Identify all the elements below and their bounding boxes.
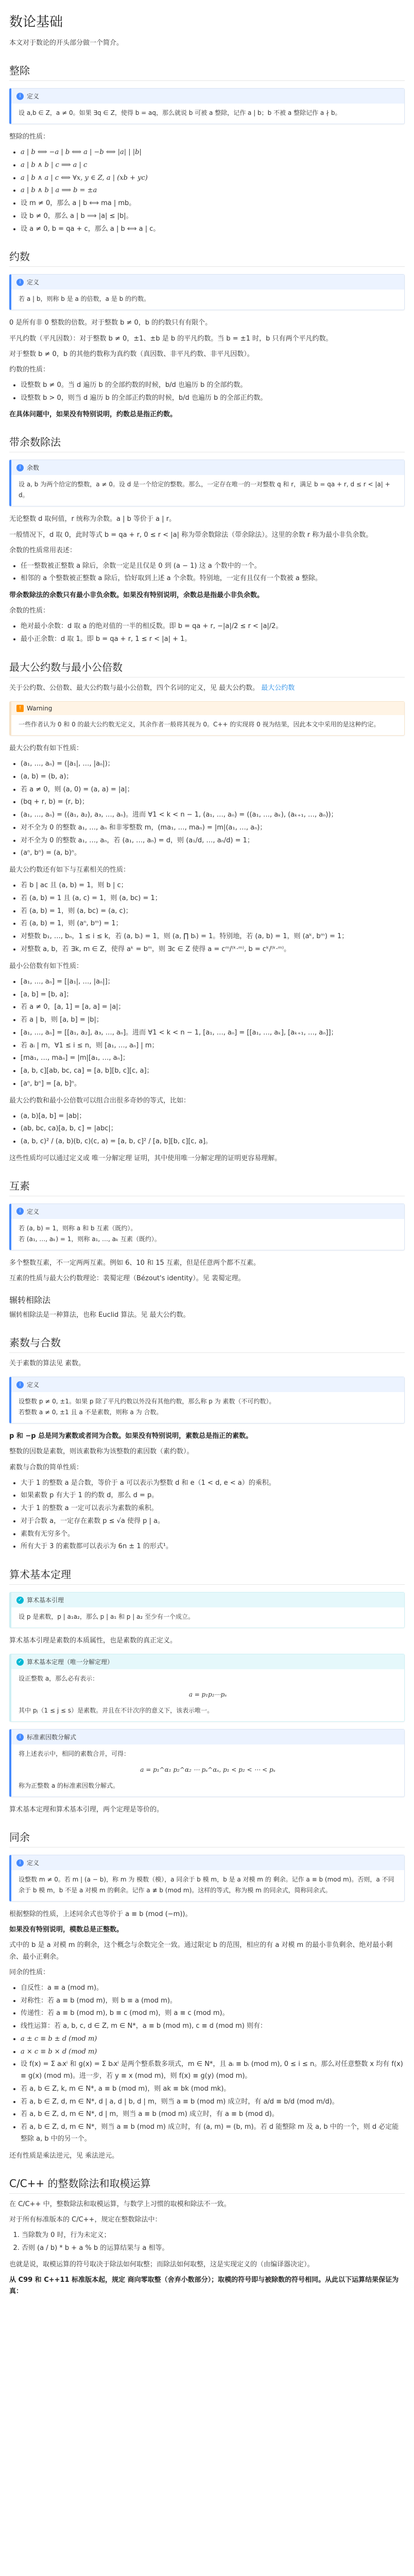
info-icon: i: [16, 93, 24, 100]
section-gcd-title: 最大公约数与最小公倍数: [9, 659, 405, 677]
remainder-definition-box: i 余数 设 a, b 为两个给定的整数，a ≠ 0。设 d 是一个给定的整数。那么，一定存在唯一的一对整数 q 和 r，满足 b = qa + r, d ≤ r < |a| + d。: [9, 460, 405, 506]
prime-props: • 大于 1 的整数 a 是合数，等价于 a 可以表示为整数 d 和 e（1 < d, e < a）的乘积。 • 如果素数 p 有大于 1 的约数 d，那么 d = p。 • 大于 1 的整数 a 一定可以表示为素数的乘积。 • 对于合数 a，一定存在素数 p ≤ √a 使得 p | a。 • 素数有无穷多个。 • 所有大于 3 的素数都可以表示为 6n ± 1 的形式¹。: [9, 1478, 405, 1553]
gcd-props: • (a₁, …, aₙ) = (|a₁|, …, |aₙ|)； • (a, b) = (b, a)； • 若 a ≠ 0，则 (a, 0) = (a, a) = |a|； • (bq + r, b) = (r, b)； • (a₁, …, aₙ) = ((a₁, a₂), a₃, …, aₙ)。进而 ∀1 < k < n − 1, (a₁, …, aₙ) = ((a₁, …, aₖ), (aₖ₊₁, …, aₙ))； • 对不全为 0 的整数 a₁, …, aₙ 和非零整数 m，(ma₁, …, maₙ) = |m|(a₁, …, aₙ)； • 对不全为 0 的整数 a₁, …, aₙ，若 (a₁, …, aₙ) = d，则 (a₁/d, …, aₙ/d) = 1； • (aⁿ, bⁿ) = (a, b)ⁿ。: [9, 758, 405, 859]
divisibility-definition-box: i 定义 设 a,b ∈ Z，a ≠ 0。如果 ∃q ∈ Z，使得 b = aq，那么就说 b 可被 a 整除，记作 a | b；b 不被 a 整除记作 a ∤ b。: [9, 88, 405, 124]
divisibility-props: • a | b ⟺ −a | b ⟺ a | −b ⟺ |a| | |b| • a | b ∧ b | c ⟹ a | c • a | b ∧ a | c ⟺ ∀x, y ∈ Z, a | (xb + yc) • a | b ∧ b | a ⟹ b = ±a • 设 m ≠ 0，那么 a | b ⟺ ma | mb。 • 设 b ≠ 0，那么 a | b ⟹ |a| ≤ |b|。 • 设 a ≠ 0, b = qa + c，那么 a | b ⟺ a | c。: [9, 147, 405, 235]
section-cpp-title: C/C++ 的整数除法和取模运算: [9, 2175, 405, 2194]
theorem-box: ✓ 算术基本定理（唯一分解定理） 设正整数 a，那么必有表示： a = p₁p₂⋯pₛ 其中 pⱼ（1 ≤ j ≤ s）是素数。并且在不计次序的意义下，该表示唯一。: [9, 1654, 405, 1722]
section-division-title: 带余数除法: [9, 434, 405, 452]
lemma-box: ✓ 算术基本引理 设 p 是素数，p | a₁a₂，那么 p | a₁ 和 p | a₂ 至少有一个成立。: [9, 1592, 405, 1628]
divisor-definition-box: i 定义 若 a | b，则称 b 是 a 的倍数，a 是 b 的约数。: [9, 274, 405, 310]
section-congruence-title: 同余: [9, 1829, 405, 1848]
subsection-euclid-title: 辗转相除法: [9, 1295, 51, 1306]
congruence-definition-box: i 定义 设整数 m ≠ 0。若 m | (a − b)，称 m 为 模数（模），a 同余于 b 模 m，b 是 a 对模 m 的 剩余。记作 a ≡ b (mod m)。否则，a 不同余于 b 模 m，b 不是 a 对模 m 的剩余。记作 a ≢ b (mod m)。这样的等式，称为模 m 的同余式，简称同余式。: [9, 1855, 405, 1902]
gcd-warning-box: ! Warning 一些作者认为 0 和 0 的最大公约数无定义，其余作者一般将其视为 0。C++ 的实现将 0 视为结果，因此本文中采用的是这种约定。: [9, 701, 405, 736]
intro-text: 本文对于数论的开头部分做一个简介。: [9, 39, 124, 47]
theorem-icon: ✓: [16, 1597, 24, 1604]
info-icon: i: [16, 1734, 24, 1741]
info-icon: i: [16, 1208, 24, 1215]
info-icon: i: [16, 1381, 24, 1388]
congruence-props: • 自反性：a ≡ a (mod m)。 • 对称性：若 a ≡ b (mod m)，则 b ≡ a (mod m)。 • 传递性：若 a ≡ b (mod m), b ≡ c (mod m)，则 a ≡ c (mod m)。 • 线性运算：若 a, b, c, d ∈ Z, m ∈ N*，a ≡ b (mod m), c ≡ d (mod m) 则有： • a ± c ≡ b ± d (mod m) • a × c ≡ b × d (mod m) • 设 f(x) = Σ aᵢxⁱ 和 g(x) = Σ bᵢxⁱ 是两个整系数多项式，m ∈ N*，且 aᵢ ≡ bᵢ (mod m), 0 ≤ i ≤ n。那么对任意整数 x 均有 f(x) ≡ g(x) (mod m)。进一步，若 y ≡ x (mod m)，则 f(x) ≡ g(y) (mod m)。 • 若 a, b ∈ Z, k, m ∈ N*, a ≡ b (mod m)，则 ak ≡ bk (mod mk)。 • 若 a, b ∈ Z, d, m ∈ N*, d | a, d | b, d | m，则当 a ≡ b (mod m) 成立时，有 a/d ≡ b/d (mod m/d)。 • 若 a, b ∈ Z, d, m ∈ N*, d | m，则当 a ≡ b (mod m) 成立时，有 a ≡ b (mod d)。 • 若 a, b ∈ Z, d, m ∈ N*，则当 a ≡ b (mod m) 成立时，有 (a, m) = (b, m)。若 d 能整除 m 及 a, b 中的一个，则 d 必定能整除 a, b 中的另一个。: [9, 1982, 405, 2145]
info-icon: i: [16, 279, 24, 286]
page: 数论基础 本文对于数论的开头部分做一个简介。 整除 i 定义 设 a,b ∈ Z，a ≠ 0。如果 ∃q ∈ Z，使得 b = aq，那么就说 b 可被 a 整除，记作 a | b；b 不被 a 整除记作 a ∤ b。 整除的性质： • a | b ⟺ −a | b ⟺ a | −b ⟺ |a| | |b| • a | b ∧ b | c ⟹ a | c • a | b ∧ a | c ⟺ ∀x, y ∈ Z, a | (xb + yc) • a | b ∧ b | a ⟹ b = ±a • 设 m ≠ 0，那么 a | b ⟺ ma | mb。 • 设 b ≠ 0，那么 a | b ⟹ |a| ≤ |b|。 • 设 a ≠ 0, b = qa + c，那么 a | b ⟺ a | c。 约数 i 定义 若 a | b，则称 b 是 a 的倍数，a 是 b 的约数。 0 是所有非 0 整数的倍数。对于整数 b ≠ 0，b 的约数只有有限个。 平凡约数（平凡因数）：对于整数 b ≠ 0，±1、±b 是 b 的平凡约数。当 b = ±1 时，b 只有两个平凡约数。 对于整数 b ≠ 0，b 的其他约数称为真约数（真因数、非平凡约数、非平凡因数）。 约数的性质： • 设整数 b ≠ 0。当 d 遍历 b 的全部约数的时候，b/d 也遍历 b 的全部约数。 • 设整数 b > 0，则当 d 遍历 b 的全部正约数的时候，b/d 也遍历 b 的全部正约数。 在具体问题中，如果没有特别说明，约数总是指正约数。 带余数除法 i 余数 设 a, b 为两个给定的整数，a ≠ 0。设 d 是一个给定的整数。那么，一定存在唯一的一对整数 q 和 r，满足 b = qa + r, d ≤ r < |a| + d。 无论整数 d 取何值，r 统称为余数。a | b 等价于 a | r。 一般情况下，d 取 0，此时等式 b = qa + r, 0 ≤ r < |a| 称为带余数除法（带余除法）。这里的余数 r 称为最小非负余数。 余数的性质常用表述： • 任一整数被正整数 a 除后，余数一定是且仅是 0 到 (a − 1) 这 a 个数中的一个。 • 相邻的 a 个整数被正整数 a 除后，恰好取到上述 a 个余数。特别地，一定有且仅有一个数被 a 整除。 带余数除法的余数只有最小非负余数。如果没有特别说明，余数总是指最小非负余数。 余数的性质： • 绝对最小余数：d 取 a 的绝对值的一半的相反数。即 b = qa + r, −|a|/2 ≤ r < |a|/2。 • 最小正余数：d 取 1。即 b = qa + r, 1 ≤ r < |a| + 1。 最大公约数与最小公倍数 关于公约数、公倍数、最大公约数与最小公倍数，四个名词的定义，见 最大公约数。 最大公约数 ! Warning 一些作者认为 0 和 0 的最大公约数无定义，其余作者一般将其视为 0。C++ 的实现将 0 视为结果，因此本文中采用的是这种约定。 最大公约数有如下性质： • (a₁, …, aₙ) = (|a₁|, …, |aₙ|)； • (a, b) = (b, a)； • 若 a ≠ 0，则 (a, 0) = (a, a) = |a|； • (bq + r, b) = (r, b)； • (a₁, …, aₙ) = ((a₁, a₂), a₃, …, aₙ)。进而 ∀1 < k < n − 1, (a₁, …, aₙ) = ((a₁, …, aₖ), (aₖ₊₁, …, aₙ))； • 对不全为 0 的整数 a₁, …, aₙ 和非零整数 m，(ma₁, …, maₙ) = |m|(a₁, …, aₙ)； • 对不全为 0 的整数 a₁, …, aₙ，若 (a₁, …, aₙ) = d，则 (a₁/d, …, aₙ/d) = 1； • (aⁿ, bⁿ) = (a, b)ⁿ。 最大公约数还有如下与互素相关的性质： • 若 b | ac 且 (a, b) = 1，则 b | c； • 若 (a, b) = 1 且 (a, c) = 1，则 (a, bc) = 1； • 若 (a, b) = 1，则 (a, bc) = (a, c)； • 若 (a, b) = 1，则 (aⁿ, bᵐ) = 1； • 对整数 b₁, …, bₙ，1 ≤ i ≤ k，若 (a, bᵢ) = 1，则 (a, ∏ bᵢ) = 1。特别地，若 (a, b) = 1，则 (aᵏ, bᵐ) = 1； • 对整数 a, b，若 ∃k, m ∈ Z，使得 aᵏ = bᵐ，则 ∃c ∈ Z 使得 a = cᵐ/⁽ᵏ·ᵐ⁾, b = cᵏ/⁽ᵏ·ᵐ⁾。 最小公倍数有如下性质： • [a₁, …, aₙ] = [|a₁|, …, |aₙ|]； • [a, b] = [b, a]； • 若 a ≠ 0，[a, 1] = [a, a] = |a|； • 若 a | b，则 [a, b] = |b|； • [a₁, …, aₙ] = [[a₁, a₂], a₃, …, aₙ]。进而 ∀1 < k < n − 1, [a₁, …, aₙ] = [[a₁, …, aₖ], [aₖ₊₁, …, aₙ]]； • 若 aᵢ | m，∀1 ≤ i ≤ n，则 [a₁, …, aₙ] | m； • [ma₁, …, maₙ] = |m|[a₁, …, aₙ]； • [a, b, c][ab, bc, ca] = [a, b][b, c][c, a]； • [aⁿ, bⁿ] = [a, b]ⁿ。 最大公约数和最小公倍数可以组合出很多奇妙的等式，比如： • (a, b)[a, b] = |ab|； • (ab, bc, ca)[a, b, c] = |abc|； • (a, b, c)² / (a, b)(b, c)(c, a) = [a, b, c]² / [a, b][b, c][c, a]。 这些性质均可以通过定义或 唯一分解定理 证明，其中使用唯一分解定理的证明更容易理解。 互素 i 定义 若 (a, b) = 1，则称 a 和 b 互素（既约）。 若 (a₁, …, aₖ) = 1，则称 a₁, …, aₖ 互素（既约）。 多个整数互素，不一定两两互素。例如 6、10 和 15 互素，但是任意两个都不互素。 互素的性质与最大公约数理论：裴蜀定理（Bézout's identity）。见 裴蜀定理。 辗转相除法 辗转相除法是一种算法，也称 Euclid 算法。见 最大公约数。 素数与合数 关于素数的算法见 素数。 i 定义 设整数 p ≠ 0, ±1。如果 p 除了平凡约数以外没有其他约数，那么称 p 为 素数（不可约数）。 若整数 a ≠ 0, ±1 且 a 不是素数，则称 a 为 合数。 p 和 −p 总是同为素数或者同为合数。如果没有特别说明，素数总是指正的素数。 整数的因数是素数，则该素数称为该整数的素因数（素约数）。 素数与合数的简单性质： • 大于 1 的整数 a 是合数，等价于 a 可以表示为整数 d 和 e（1 < d, e < a）的乘积。 • 如果素数 p 有大于 1 的约数 d，那么 d = p。 • 大于 1 的整数 a 一定可以表示为素数的乘积。 • 对于合数 a，一定存在素数 p ≤ √a 使得 p | a。 • 素数有无穷多个。 • 所有大于 3 的素数都可以表示为 6n ± 1 的形式¹。 算术基本定理 ✓ 算术基本引理 设 p 是素数，p | a₁a₂，那么 p | a₁ 和 p | a₂ 至少有一个成立。 算术基本引理是素数的本质属性，也是素数的真正定义。 ✓ 算术基本定理（唯一分解定理） 设正整数 a，那么必有表示： a = p₁p₂⋯pₛ 其中 pⱼ（1 ≤ j ≤ s）是素数。并且在不计次序的意义下，该表示唯一。 i 标准素因数分解式 将上述表示中，相同的素数合并，可得： a = p₁^α₁ p₂^α₂ ⋯ pₛ^αₛ, p₁ < p₂ < ⋯ < pₛ 称为正整数 a 的标准素因数分解式。 算术基本定理和算术基本引理，两个定理是等价的。 同余 i 定义 设整数 m ≠ 0。若 m | (a − b)，称 m 为 模数（模），a 同余于 b 模 m，b 是 a 对模 m 的 剩余。记作 a ≡ b (mod m)。否则，a 不同余于 b 模 m，b 不是 a 对模 m 的剩余。记作 a ≢ b (mod m)。这样的等式，称为模 m 的同余式，简称同余式。 根据整除的性质，上述同余式也等价于 a ≡ b (mod (−m))。 如果没有特别说明，模数总是正整数。 式中的 b 是 a 对模 m 的剩余，这个概念与余数完全一致。通过限定 b 的范围，相应的有 a 对模 m 的最小非负剩余、绝对最小剩余、最小正剩余。 同余的性质： • 自反性：a ≡ a (mod m)。 • 对称性：若 a ≡ b (mod m)，则 b ≡ a (mod m)。 • 传递性：若 a ≡ b (mod m), b ≡ c (mod m)，则 a ≡ c (mod m)。 • 线性运算：若 a, b, c, d ∈ Z, m ∈ N*，a ≡ b (mod m), c ≡ d (mod m) 则有： • a ± c ≡ b ± d (mod m) • a × c ≡ b × d (mod m) • 设 f(x) = Σ aᵢxⁱ 和 g(x) = Σ bᵢxⁱ 是两个整系数多项式，m ∈ N*，且 aᵢ ≡ bᵢ (mod m), 0 ≤ i ≤ n。那么对任意整数 x 均有 f(x) ≡ g(x) (mod m)。进一步，若 y ≡ x (mod m)，则 f(x) ≡ g(y) (mod m)。 • 若 a, b ∈ Z, k, m ∈ N*, a ≡ b (mod m)，则 ak ≡ bk (mod mk)。 • 若 a, b ∈ Z, d, m ∈ N*, d | a, d | b, d | m，则当 a ≡ b (mod m) 成立时，有 a/d ≡ b/d (mod m/d)。 • 若 a, b ∈ Z, d, m ∈ N*, d | m，则当 a ≡ b (mod m) 成立时，有 a ≡ b (mod d)。 • 若 a, b ∈ Z, d, m ∈ N*，则当 a ≡ b (mod m) 成立时，有 (a, m) = (b, m)。若 d 能整除 m 及 a, b 中的一个，则 d 必定能整除 a, b 中的另一个。 还有性质是乘法逆元，见 乘法逆元。 C/C++ 的整数除法和取模运算 在 C/C++ 中，整数除法和取模运算，与数学上习惯的取模和除法不一致。 对于所有标准版本的 C/C++，规定在整数除法中： 1. 当除数为 0 时，行为未定义； 2. 否则 (a / b) * b + a % b 的运算结果与 a 相等。 也就是说，取模运算的符号取决于除法如何取整；而除法如何取整，这是实现定义的（由编译器决定）。 从 C99 和 C++11 标准版本起，规定 商向零取整（舍弃小数部分）；取模的符号即与被除数的符号相同。从此以下运算结果保证为真：: [0, 0, 414, 2298]
section-divisor-title: 约数: [9, 248, 405, 267]
gcd-lcm-identities: • (a, b)[a, b] = |ab|； • (ab, bc, ca)[a, b, c] = |abc|； • (a, b, c)² / (a, b)(b, c)(c, a) = [a, b, c]² / [a, b][b, c][c, a]。: [9, 1111, 405, 1148]
section-fundamental-title: 算术基本定理: [9, 1566, 405, 1585]
info-icon: i: [16, 1859, 24, 1867]
lcm-props: • [a₁, …, aₙ] = [|a₁|, …, |aₙ|]； • [a, b] = [b, a]； • 若 a ≠ 0，[a, 1] = [a, a] = |a|； • 若 a | b，则 [a, b] = |b|； • [a₁, …, aₙ] = [[a₁, a₂], a₃, …, aₙ]。进而 ∀1 < k < n − 1, [a₁, …, aₙ] = [[a₁, …, aₖ], [aₖ₊₁, …, aₙ]]； • 若 aᵢ | m，∀1 ≤ i ≤ n，则 [a₁, …, aₙ] | m； • [ma₁, …, maₙ] = |m|[a₁, …, aₙ]； • [a, b, c][ab, bc, ca] = [a, b][b, c][c, a]； • [aⁿ, bⁿ] = [a, b]ⁿ。: [9, 976, 405, 1090]
section-prime-title: 素数与合数: [9, 1334, 405, 1353]
gcd-coprime-props: • 若 b | ac 且 (a, b) = 1，则 b | c； • 若 (a, b) = 1 且 (a, c) = 1，则 (a, bc) = 1； • 若 (a, b) = 1，则 (a, bc) = (a, c)； • 若 (a, b) = 1，则 (aⁿ, bᵐ) = 1； • 对整数 b₁, …, bₙ，1 ≤ i ≤ k，若 (a, bᵢ) = 1，则 (a, ∏ bᵢ) = 1。特别地，若 (a, b) = 1，则 (aᵏ, bᵐ) = 1； • 对整数 a, b，若 ∃k, m ∈ Z，使得 aᵏ = bᵐ，则 ∃c ∈ Z 使得 a = cᵐ/⁽ᵏ·ᵐ⁾, b = cᵏ/⁽ᵏ·ᵐ⁾。: [9, 880, 405, 956]
gcd-link[interactable]: 最大公约数: [261, 684, 295, 692]
warning-icon: !: [16, 705, 24, 712]
section-coprime-title: 互素: [9, 1178, 405, 1196]
section-divisibility-title: 整除: [9, 62, 405, 81]
info-icon: i: [16, 464, 24, 471]
page-title: 数论基础: [9, 14, 63, 30]
theorem-icon: ✓: [16, 1658, 24, 1666]
coprime-definition-box: i 定义 若 (a, b) = 1，则称 a 和 b 互素（既约）。 若 (a₁, …, aₖ) = 1，则称 a₁, …, aₖ 互素（既约）。: [9, 1204, 405, 1250]
standard-factorization-box: i 标准素因数分解式 将上述表示中，相同的素数合并，可得： a = p₁^α₁ p₂^α₂ ⋯ pₛ^αₛ, p₁ < p₂ < ⋯ < pₛ 称为正整数 a 的标准素因数分解式。: [9, 1729, 405, 1797]
prime-definition-box: i 定义 设整数 p ≠ 0, ±1。如果 p 除了平凡约数以外没有其他约数，那么称 p 为 素数（不可约数）。 若整数 a ≠ 0, ±1 且 a 不是素数，则称 a 为 合数。: [9, 1377, 405, 1423]
